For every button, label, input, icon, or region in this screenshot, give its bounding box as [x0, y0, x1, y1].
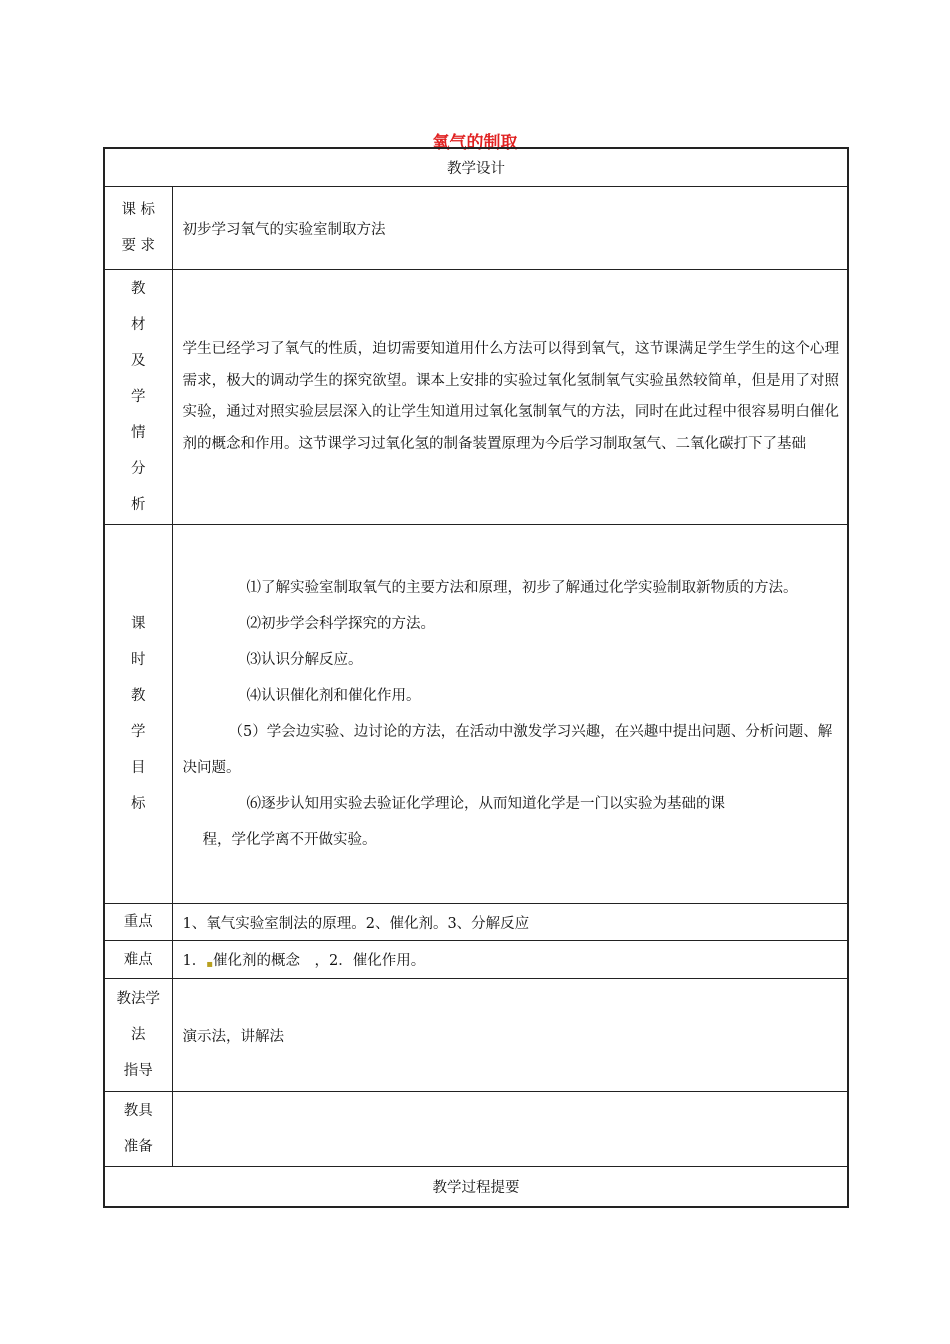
- objective-item: ⑹逐步认知用实验去验证化学理论，从而知道化学是一门以实验为基础的课: [246, 796, 725, 812]
- difficulties-label: 难点: [104, 941, 172, 979]
- design-header-row: [104, 148, 848, 187]
- objective-item: （5）学会边实验、边讨论的方法，在活动中激发学习兴趣，在兴趣中提出问题、分析问题、解决问题。: [182, 724, 833, 776]
- ink-mark: ▪: [206, 959, 214, 970]
- key-points-label: 重点: [104, 904, 172, 941]
- difficulties-text: 催化剂的概念 ，2．催化作用。: [213, 953, 426, 969]
- analysis-row: [104, 270, 848, 525]
- methods-label-line3: 指导: [123, 1063, 153, 1079]
- objective-item: ⑵初步学会科学探究的方法。: [246, 616, 435, 632]
- objectives-label-char: 目: [131, 760, 146, 776]
- analysis-label: [104, 270, 172, 525]
- curriculum-label-line1: 课 标: [121, 202, 156, 218]
- document-title: 氧气的制取: [432, 133, 518, 153]
- analysis-label-char: 教: [131, 281, 146, 297]
- analysis-label-char: 学: [131, 389, 146, 405]
- analysis-content: 学生已经学习了氧气的性质，迫切需要知道用什么方法可以得到氧气，这节课满足学生学生的这个心理需求，极大的调动学生的探究欲望。课本上安排的实验过氧化氢制氧气实验虽然较简单，但是用了对照实验，通过对照实验层层深入的让学生知道用过氧化氢制氧气的方法，同时在此过程中很容易明白催化剂的概念和作用。这节课学习过氧化氢的制备装置原理为今后学习制取氢气、二氧化碳打下了基础: [182, 341, 839, 452]
- design-header: 教学设计: [104, 148, 848, 187]
- key-points-content: 1、氧气实验室制法的原理。2、催化剂。3、分解反应: [172, 904, 848, 941]
- objectives-label-char: 课: [131, 616, 146, 632]
- methods-label: [104, 979, 172, 1092]
- methods-label-line2: 法: [131, 1027, 146, 1043]
- curriculum-label-line2: 要 求: [121, 238, 156, 254]
- objective-item: 程，学化学离不开做实验。: [202, 832, 377, 848]
- objectives-content: [172, 525, 848, 904]
- key-points-row: [104, 904, 848, 941]
- methods-label-line1: 教法学: [116, 991, 160, 1007]
- curriculum-label: [104, 187, 172, 270]
- process-header: 教学过程提要: [104, 1167, 848, 1208]
- analysis-label-char: 情: [131, 425, 146, 441]
- methods-content: 演示法，讲解法: [172, 979, 848, 1092]
- objectives-label-char: 教: [131, 688, 146, 704]
- objectives-label-char: 标: [131, 796, 146, 812]
- difficulties-number: 1．: [182, 953, 207, 969]
- process-header-row: [104, 1167, 848, 1208]
- curriculum-content: 初步学习氧气的实验室制取方法: [172, 187, 848, 270]
- analysis-label-char: 材: [131, 317, 146, 333]
- analysis-label-char: 及: [131, 353, 146, 369]
- objectives-row: [104, 525, 848, 904]
- objectives-label-char: 时: [131, 652, 146, 668]
- lesson-plan-table: [103, 147, 849, 1208]
- methods-row: [104, 979, 848, 1092]
- tools-row: [104, 1092, 848, 1167]
- difficulties-content: [172, 941, 848, 979]
- curriculum-row: [104, 187, 848, 270]
- analysis-label-char: 分: [131, 461, 146, 477]
- objectives-label-char: 学: [131, 724, 146, 740]
- tools-label: [104, 1092, 172, 1167]
- tools-content: [172, 1092, 848, 1167]
- objective-item: ⑶认识分解反应。: [246, 652, 363, 668]
- objective-item: ⑴了解实验室制取氧气的主要方法和原理，初步了解通过化学实验制取新物质的方法。: [246, 580, 798, 596]
- objectives-label: [104, 525, 172, 904]
- tools-label-line1: 教具: [123, 1103, 153, 1119]
- tools-label-line2: 准备: [123, 1139, 153, 1155]
- objective-item: ⑷认识催化剂和催化作用。: [246, 688, 421, 704]
- difficulties-row: [104, 941, 848, 979]
- analysis-label-char: 析: [131, 497, 146, 513]
